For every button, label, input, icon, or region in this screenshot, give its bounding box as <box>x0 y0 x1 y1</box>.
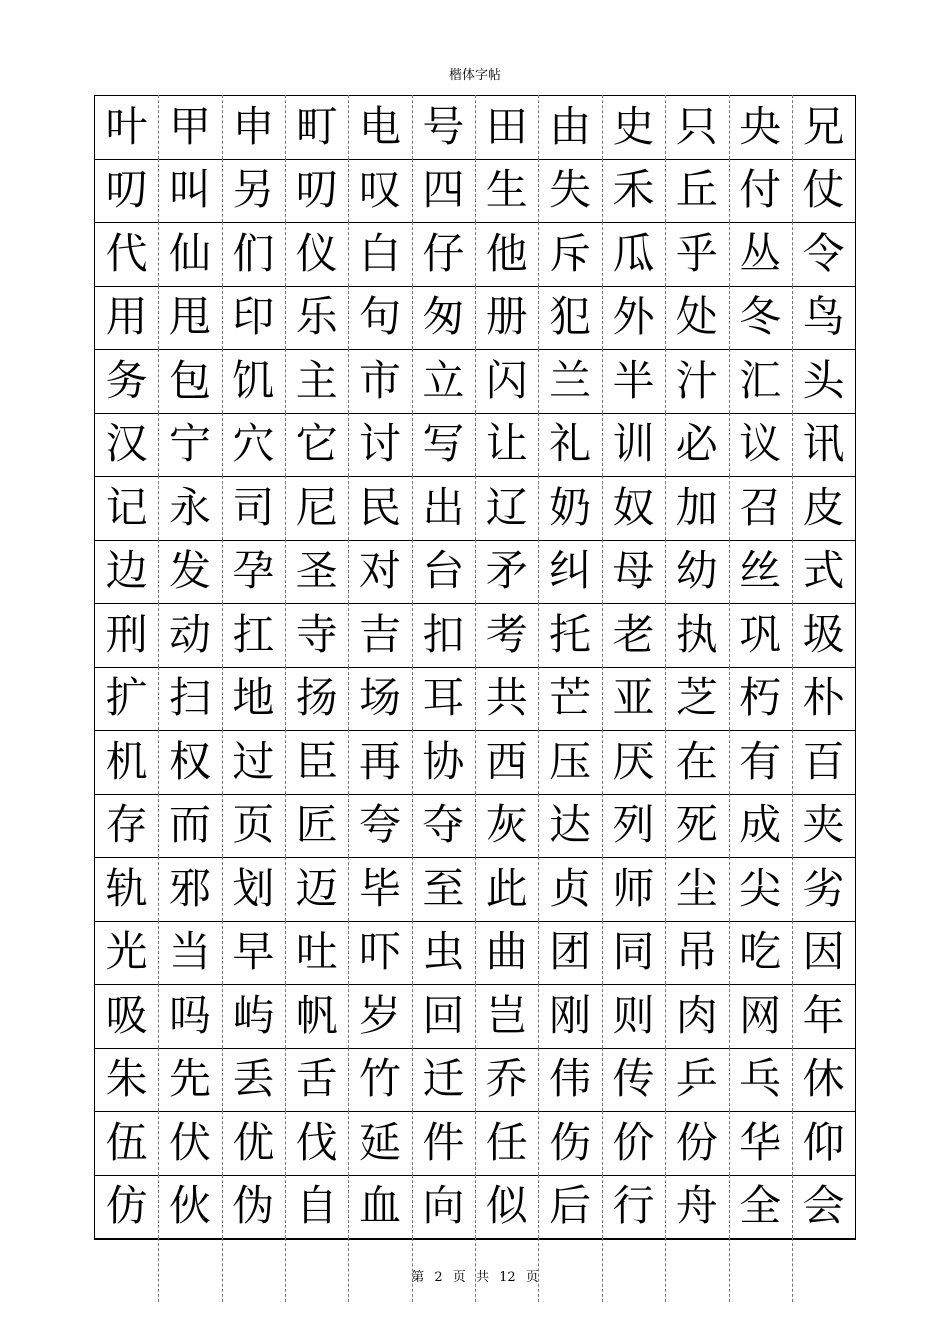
character-cell: 丛 <box>739 228 782 278</box>
character-cell: 矛 <box>485 546 528 596</box>
character-cell: 兰 <box>549 355 592 405</box>
character-cell: 匆 <box>422 292 465 342</box>
character-cell: 耳 <box>422 673 465 723</box>
character-cell: 尘 <box>675 863 718 913</box>
character-cell: 芒 <box>549 673 592 723</box>
character-cell: 代 <box>105 228 148 278</box>
character-cell: 全 <box>739 1181 782 1231</box>
character-cell: 伟 <box>549 1054 592 1104</box>
character-cell: 伍 <box>105 1117 148 1167</box>
character-cell: 刑 <box>105 609 148 659</box>
grid-row <box>95 603 855 667</box>
character-cell: 芝 <box>675 673 718 723</box>
character-cell: 犯 <box>549 292 592 342</box>
character-cell: 斥 <box>549 228 592 278</box>
grid-row <box>95 1111 855 1175</box>
character-cell: 议 <box>739 419 782 469</box>
character-cell: 扛 <box>232 609 275 659</box>
character-cell: 们 <box>232 228 275 278</box>
grid-row <box>95 95 855 159</box>
footer-total-prefix: 共 <box>475 1270 489 1285</box>
grid-row <box>95 413 855 477</box>
character-cell: 匠 <box>295 800 338 850</box>
character-cell: 乒 <box>675 1054 718 1104</box>
footer-prefix: 第 <box>411 1270 425 1285</box>
grid-row <box>95 222 855 286</box>
character-cell: 皮 <box>802 482 845 532</box>
character-cell: 屿 <box>232 990 275 1040</box>
character-cell: 汉 <box>105 419 148 469</box>
character-cell: 史 <box>612 101 655 151</box>
grid-row <box>95 159 855 223</box>
character-cell: 存 <box>105 800 148 850</box>
character-cell: 有 <box>739 736 782 786</box>
grid-row <box>95 667 855 731</box>
character-cell: 记 <box>105 482 148 532</box>
character-cell: 扫 <box>168 673 211 723</box>
character-cell: 师 <box>612 863 655 913</box>
character-cell: 兄 <box>802 101 845 151</box>
character-cell: 吉 <box>359 609 402 659</box>
character-cell: 田 <box>485 101 528 151</box>
character-cell: 母 <box>612 546 655 596</box>
character-cell: 延 <box>359 1117 402 1167</box>
grid-row <box>95 730 855 794</box>
character-cell: 毕 <box>359 863 402 913</box>
character-cell: 夺 <box>422 800 465 850</box>
character-cell: 伙 <box>168 1181 211 1231</box>
grid-row <box>95 794 855 858</box>
character-cell: 汇 <box>739 355 782 405</box>
character-cell: 半 <box>612 355 655 405</box>
character-cell: 执 <box>675 609 718 659</box>
character-cell: 出 <box>422 482 465 532</box>
character-cell: 寺 <box>295 609 338 659</box>
page-footer <box>0 1266 950 1285</box>
character-cell: 电 <box>359 101 402 151</box>
character-cell: 立 <box>422 355 465 405</box>
character-cell: 尼 <box>295 482 338 532</box>
character-cell: 列 <box>612 800 655 850</box>
grid-row <box>95 476 855 540</box>
character-cell: 汁 <box>675 355 718 405</box>
character-cell: 外 <box>612 292 655 342</box>
character-cell: 由 <box>549 101 592 151</box>
character-cell: 岁 <box>359 990 402 1040</box>
character-cell: 朴 <box>802 673 845 723</box>
character-cell: 页 <box>232 800 275 850</box>
character-cell: 老 <box>612 609 655 659</box>
character-cell: 休 <box>802 1054 845 1104</box>
character-cell: 西 <box>485 736 528 786</box>
character-cell: 头 <box>802 355 845 405</box>
character-cell: 巩 <box>739 609 782 659</box>
character-cell: 纠 <box>549 546 592 596</box>
character-cell: 任 <box>485 1117 528 1167</box>
character-cell: 自 <box>295 1181 338 1231</box>
character-cell: 发 <box>168 546 211 596</box>
character-cell: 冬 <box>739 292 782 342</box>
character-cell: 加 <box>675 482 718 532</box>
character-cell: 闪 <box>485 355 528 405</box>
character-cell: 死 <box>675 800 718 850</box>
character-cell: 仪 <box>295 228 338 278</box>
character-cell: 岂 <box>485 990 528 1040</box>
character-cell: 先 <box>168 1054 211 1104</box>
character-cell: 叨 <box>295 165 338 215</box>
character-cell: 叫 <box>168 165 211 215</box>
character-cell: 压 <box>549 736 592 786</box>
character-cell: 托 <box>549 609 592 659</box>
character-cell: 考 <box>485 609 528 659</box>
character-cell: 刚 <box>549 990 592 1040</box>
character-cell: 伏 <box>168 1117 211 1167</box>
character-cell: 务 <box>105 355 148 405</box>
character-cell: 瓜 <box>612 228 655 278</box>
character-cell: 协 <box>422 736 465 786</box>
character-cell: 只 <box>675 101 718 151</box>
character-cell: 必 <box>675 419 718 469</box>
character-cell: 伐 <box>295 1117 338 1167</box>
character-cell: 早 <box>232 927 275 977</box>
character-cell: 仿 <box>105 1181 148 1231</box>
character-cell: 乎 <box>675 228 718 278</box>
character-cell: 用 <box>105 292 148 342</box>
character-cell: 仰 <box>802 1117 845 1167</box>
character-cell: 训 <box>612 419 655 469</box>
character-cell: 吃 <box>739 927 782 977</box>
character-cell: 讨 <box>359 419 402 469</box>
character-cell: 叶 <box>105 101 148 151</box>
character-cell: 付 <box>739 165 782 215</box>
character-cell: 贞 <box>549 863 592 913</box>
character-cell: 尖 <box>739 863 782 913</box>
character-cell: 舌 <box>295 1054 338 1104</box>
character-cell: 扣 <box>422 609 465 659</box>
character-cell: 吊 <box>675 927 718 977</box>
grid-row <box>95 349 855 413</box>
footer-page-unit: 页 <box>452 1270 466 1285</box>
character-cell: 处 <box>675 292 718 342</box>
character-cell: 而 <box>168 800 211 850</box>
character-cell: 宁 <box>168 419 211 469</box>
character-cell: 另 <box>232 165 275 215</box>
character-cell: 份 <box>675 1117 718 1167</box>
character-cell: 划 <box>232 863 275 913</box>
character-cell: 永 <box>168 482 211 532</box>
character-cell: 轨 <box>105 863 148 913</box>
character-cell: 则 <box>612 990 655 1040</box>
character-cell: 吗 <box>168 990 211 1040</box>
character-cell: 召 <box>739 482 782 532</box>
footer-total-unit: 页 <box>525 1270 539 1285</box>
character-cell: 传 <box>612 1054 655 1104</box>
character-cell: 当 <box>168 927 211 977</box>
character-cell: 仔 <box>422 228 465 278</box>
character-cell: 向 <box>422 1181 465 1231</box>
character-cell: 白 <box>359 228 402 278</box>
character-cell: 令 <box>802 228 845 278</box>
character-cell: 光 <box>105 927 148 977</box>
character-cell: 达 <box>549 800 592 850</box>
grid-row <box>95 286 855 350</box>
character-cell: 主 <box>295 355 338 405</box>
character-cell: 叹 <box>359 165 402 215</box>
character-cell: 朽 <box>739 673 782 723</box>
grid-row <box>95 540 855 604</box>
character-cell: 厌 <box>612 736 655 786</box>
character-cell: 它 <box>295 419 338 469</box>
grid-row <box>95 984 855 1048</box>
character-cell: 吸 <box>105 990 148 1040</box>
character-cell: 亚 <box>612 673 655 723</box>
footer-total-pages: 12 <box>499 1270 516 1285</box>
character-cell: 臣 <box>295 736 338 786</box>
character-cell: 乔 <box>485 1054 528 1104</box>
character-cell: 申 <box>232 101 275 151</box>
character-cell: 血 <box>359 1181 402 1231</box>
character-cell: 场 <box>359 673 402 723</box>
character-cell: 竹 <box>359 1054 402 1104</box>
grid-row <box>95 857 855 921</box>
character-cell: 乐 <box>295 292 338 342</box>
character-cell: 后 <box>549 1181 592 1231</box>
character-cell: 写 <box>422 419 465 469</box>
character-cell: 饥 <box>232 355 275 405</box>
character-cell: 司 <box>232 482 275 532</box>
character-cell: 扩 <box>105 673 148 723</box>
character-cell: 穴 <box>232 419 275 469</box>
character-cell: 四 <box>422 165 465 215</box>
character-cell: 共 <box>485 673 528 723</box>
character-cell: 失 <box>549 165 592 215</box>
character-cell: 肉 <box>675 990 718 1040</box>
character-cell: 央 <box>739 101 782 151</box>
character-cell: 舟 <box>675 1181 718 1231</box>
character-cell: 圣 <box>295 546 338 596</box>
character-cell: 回 <box>422 990 465 1040</box>
character-cell: 圾 <box>802 609 845 659</box>
character-cell: 灰 <box>485 800 528 850</box>
character-cell: 扬 <box>295 673 338 723</box>
character-cell: 华 <box>739 1117 782 1167</box>
character-cell: 年 <box>802 990 845 1040</box>
character-cell: 号 <box>422 101 465 151</box>
character-cell: 迁 <box>422 1054 465 1104</box>
character-cell: 讯 <box>802 419 845 469</box>
character-cell: 丝 <box>739 546 782 596</box>
character-cell: 机 <box>105 736 148 786</box>
character-cell: 孕 <box>232 546 275 596</box>
character-cell: 句 <box>359 292 402 342</box>
character-cell: 朱 <box>105 1054 148 1104</box>
character-cell: 乓 <box>739 1054 782 1104</box>
character-cell: 册 <box>485 292 528 342</box>
character-cell: 同 <box>612 927 655 977</box>
character-cell: 再 <box>359 736 402 786</box>
character-cell: 他 <box>485 228 528 278</box>
grid-row <box>95 1175 855 1239</box>
grid-row <box>95 1048 855 1112</box>
character-cell: 甩 <box>168 292 211 342</box>
character-cell: 伪 <box>232 1181 275 1231</box>
character-cell: 邪 <box>168 863 211 913</box>
character-cell: 丘 <box>675 165 718 215</box>
character-cell: 市 <box>359 355 402 405</box>
character-cell: 夸 <box>359 800 402 850</box>
character-cell: 生 <box>485 165 528 215</box>
character-cell: 过 <box>232 736 275 786</box>
character-cell: 虫 <box>422 927 465 977</box>
character-cell: 动 <box>168 609 211 659</box>
character-cell: 件 <box>422 1117 465 1167</box>
character-cell: 仙 <box>168 228 211 278</box>
character-cell: 奴 <box>612 482 655 532</box>
character-cell: 网 <box>739 990 782 1040</box>
character-cell: 至 <box>422 863 465 913</box>
grid-row <box>95 921 855 985</box>
character-cell: 奶 <box>549 482 592 532</box>
character-cell: 甲 <box>168 101 211 151</box>
character-cell: 町 <box>295 101 338 151</box>
character-cell: 辽 <box>485 482 528 532</box>
character-cell: 吓 <box>359 927 402 977</box>
character-cell: 丢 <box>232 1054 275 1104</box>
character-cell: 让 <box>485 419 528 469</box>
character-cell: 地 <box>232 673 275 723</box>
character-cell: 禾 <box>612 165 655 215</box>
character-cell: 因 <box>802 927 845 977</box>
character-cell: 百 <box>802 736 845 786</box>
character-cell: 式 <box>802 546 845 596</box>
character-cell: 优 <box>232 1117 275 1167</box>
character-cell: 此 <box>485 863 528 913</box>
character-cell: 鸟 <box>802 292 845 342</box>
character-cell: 伤 <box>549 1117 592 1167</box>
practice-grid <box>94 95 856 1240</box>
character-cell: 在 <box>675 736 718 786</box>
character-cell: 叨 <box>105 165 148 215</box>
character-cell: 会 <box>802 1181 845 1231</box>
character-cell: 团 <box>549 927 592 977</box>
character-cell: 似 <box>485 1181 528 1231</box>
character-cell: 仗 <box>802 165 845 215</box>
character-cell: 对 <box>359 546 402 596</box>
character-cell: 吐 <box>295 927 338 977</box>
character-cell: 权 <box>168 736 211 786</box>
character-cell: 民 <box>359 482 402 532</box>
character-cell: 包 <box>168 355 211 405</box>
character-cell: 劣 <box>802 863 845 913</box>
character-cell: 价 <box>612 1117 655 1167</box>
character-cell: 夹 <box>802 800 845 850</box>
character-cell: 边 <box>105 546 148 596</box>
page-header-title: 楷体字帖 <box>448 68 501 83</box>
character-cell: 印 <box>232 292 275 342</box>
character-cell: 成 <box>739 800 782 850</box>
character-cell: 帆 <box>295 990 338 1040</box>
character-cell: 礼 <box>549 419 592 469</box>
character-cell: 幼 <box>675 546 718 596</box>
footer-page-number: 2 <box>434 1270 443 1285</box>
character-cell: 行 <box>612 1181 655 1231</box>
character-cell: 迈 <box>295 863 338 913</box>
character-cell: 台 <box>422 546 465 596</box>
character-cell: 曲 <box>485 927 528 977</box>
